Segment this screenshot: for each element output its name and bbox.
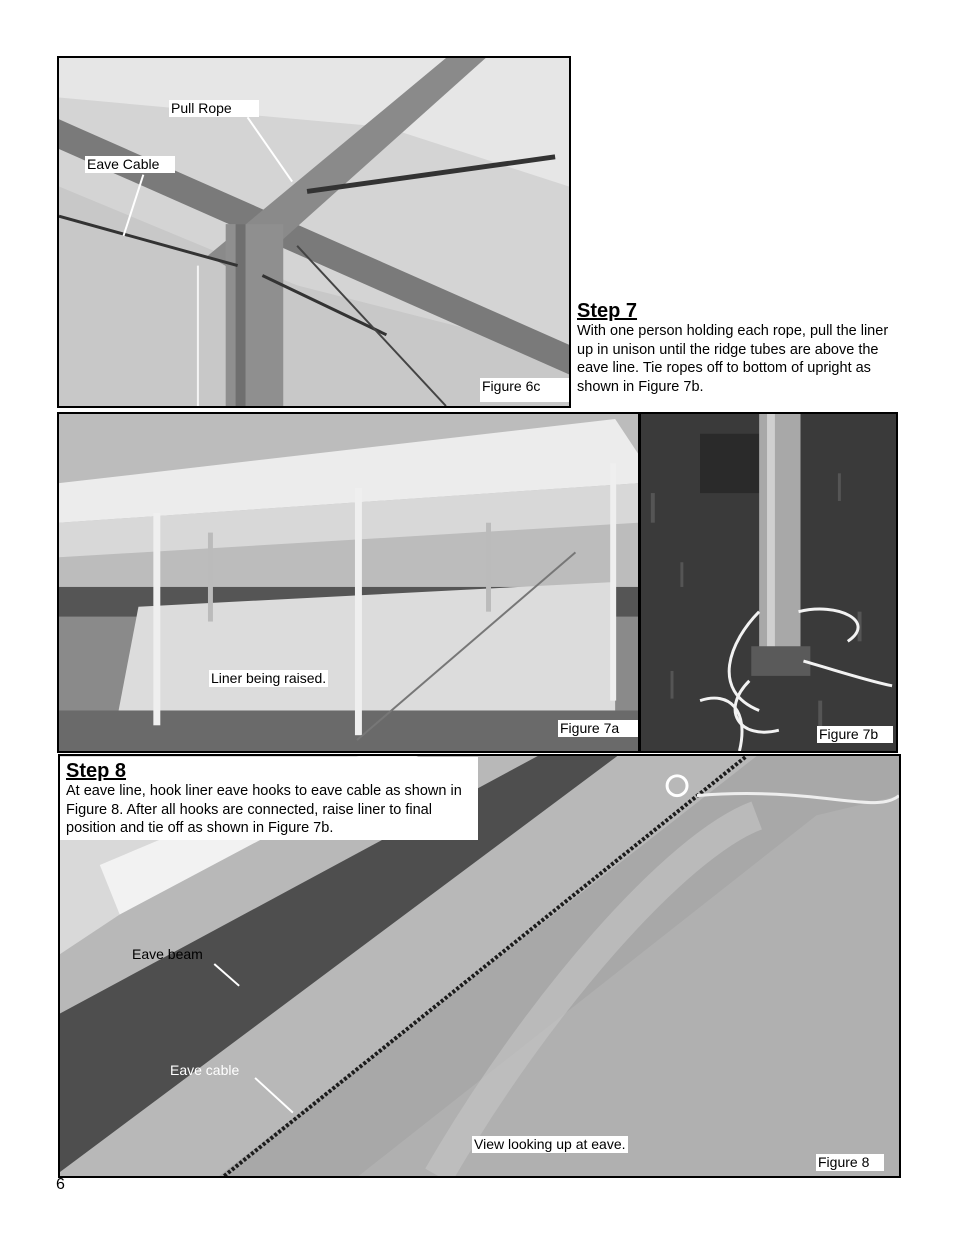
- step-8-text: At eave line, hook liner eave hooks to eave cable as shown in Figure 8. After all hooks are connected, raise liner to final position and tie off as shown in Figure 7b.: [66, 783, 462, 836]
- page-number: 6: [56, 1176, 65, 1193]
- eave-beam-label: Eave beam: [132, 946, 203, 962]
- eave-cable-label-fig8: Eave cable: [170, 1062, 240, 1078]
- figure-6c-caption: Figure 6c: [480, 378, 570, 402]
- figure-7a-image: [59, 414, 638, 751]
- figure-7a-photo: [57, 412, 640, 753]
- figure-6c-photo: [57, 56, 571, 408]
- figure-7a-caption: Figure 7a: [558, 720, 638, 737]
- figure-7b-photo: [639, 412, 898, 753]
- view-looking-up-label: View looking up at eave.: [474, 1136, 626, 1152]
- pull-rope-label: Pull Rope: [169, 100, 259, 117]
- figure-6c-image: [59, 58, 569, 406]
- step-7-title: Step 7: [577, 300, 638, 322]
- step-8-title: Step 8: [66, 760, 127, 782]
- figure-8-caption: Figure 8: [816, 1154, 884, 1171]
- liner-raised-label: Liner being raised.: [211, 670, 327, 686]
- figure-7b-image: [641, 414, 896, 751]
- step-7-section: [577, 300, 907, 396]
- step-8-section: [60, 757, 478, 840]
- step-7-text: With one person holding each rope, pull the liner up in unison until the ridge tubes are above the eave line. Tie ropes off to bottom of upright as shown in Figure 7b.: [577, 323, 889, 395]
- eave-cable-label: Eave Cable: [85, 156, 175, 173]
- figure-7b-caption: Figure 7b: [817, 726, 893, 743]
